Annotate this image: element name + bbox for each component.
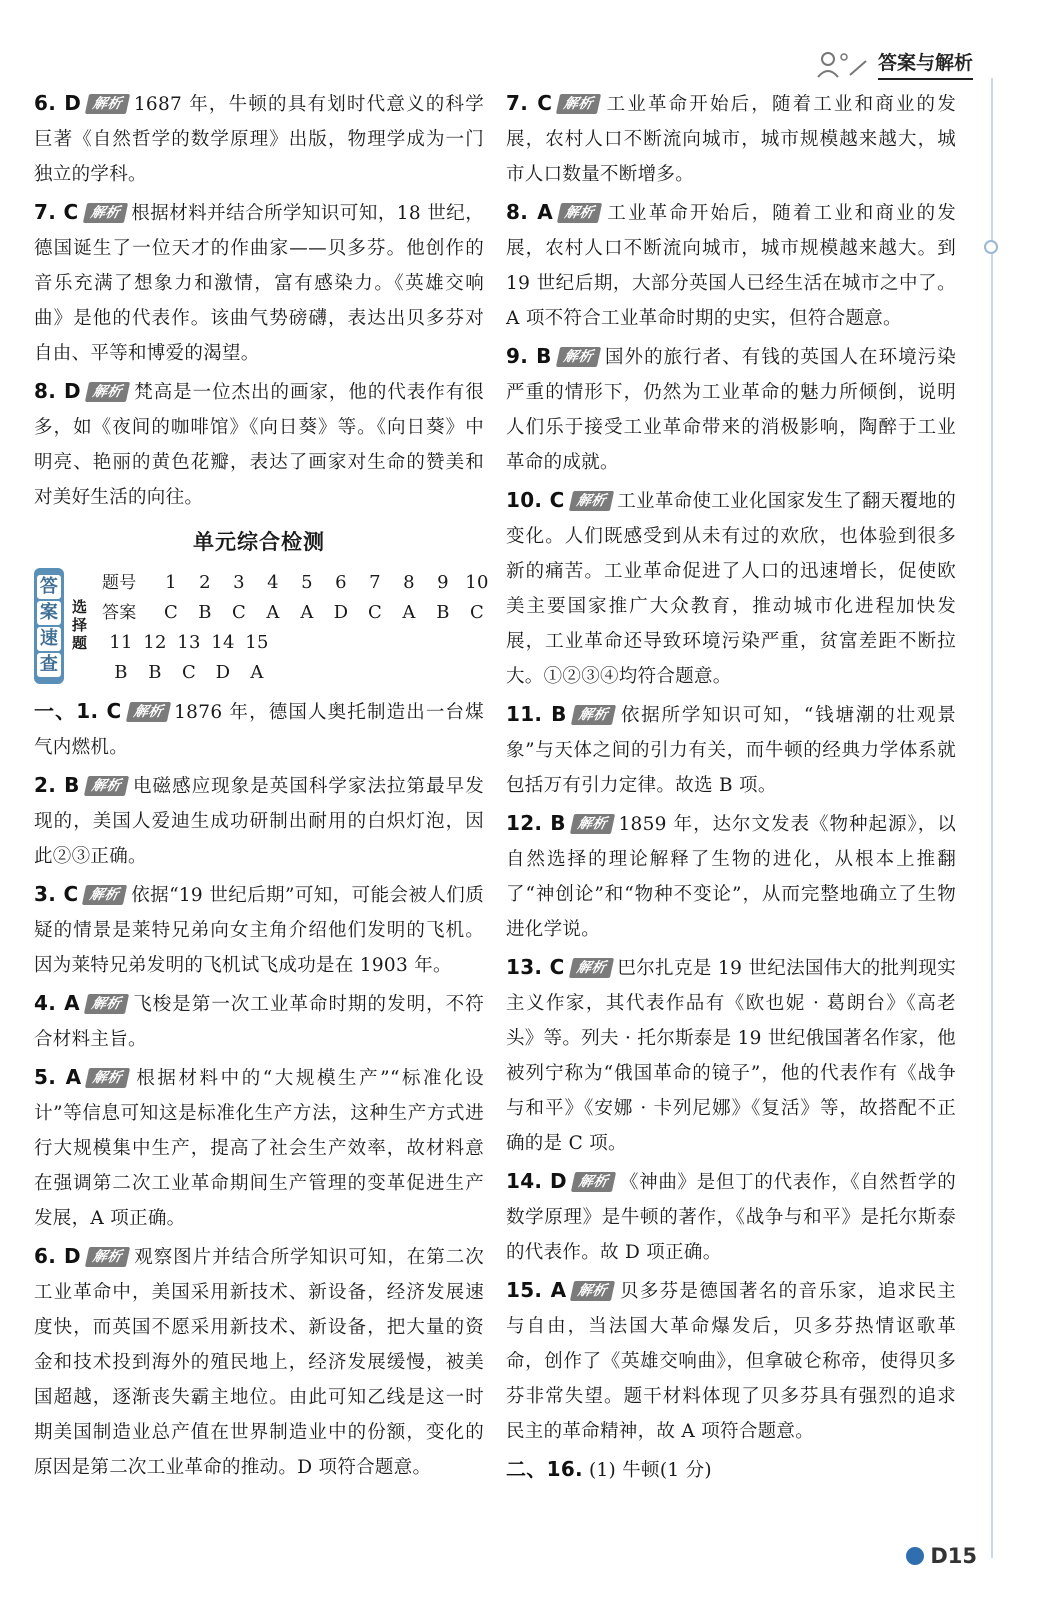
answer-label: 答案 xyxy=(102,603,137,623)
question-number-cell: 1 xyxy=(165,572,177,593)
answer-cell: B xyxy=(114,662,128,683)
question-number: 10. C xyxy=(506,488,565,512)
answer-text: (1) 牛顿(1 分) xyxy=(588,1460,712,1481)
page-number: D15 xyxy=(930,1544,977,1568)
answer-entry xyxy=(34,986,484,1057)
analysis-text: 《神曲》是但丁的代表作，《自然哲学的数学原理》是牛顿的著作，《战争与和平》是托尔斯泰的代表作。故 D 项正确。 xyxy=(506,1172,956,1263)
analysis-text: 国外的旅行者、有钱的英国人在环境污染严重的情形下，仍然为工业革命的魅力所倾倒，说明人们乐于接受工业革命带来的消极影响，陶醉于工业革命的成就。 xyxy=(506,347,957,473)
question-number-cell: 9 xyxy=(437,572,449,593)
analysis-tag: 解析 xyxy=(84,994,129,1014)
question-number: 4. A xyxy=(34,991,80,1015)
label-char: 查 xyxy=(37,653,61,677)
label-char: 速 xyxy=(37,627,61,651)
question-number: 7. C xyxy=(506,91,553,115)
answer-entry xyxy=(34,195,484,371)
margin-marker-icon xyxy=(984,240,998,254)
page-badge-icon xyxy=(906,1547,924,1565)
question-number-cell: 14 xyxy=(211,632,235,653)
analysis-tag: 解析 xyxy=(568,491,613,511)
question-number-cell: 6 xyxy=(335,572,347,593)
question-number-cell: 4 xyxy=(267,572,279,593)
answer-cell: C xyxy=(181,662,197,683)
answer-cell: A xyxy=(250,662,264,683)
answer-entry xyxy=(34,86,484,192)
analysis-tag: 解析 xyxy=(85,1247,130,1267)
answer-entry xyxy=(506,339,956,480)
analysis-tag: 解析 xyxy=(570,1281,615,1301)
right-column xyxy=(506,86,956,1491)
analysis-text: 工业革命开始后，随着工业和商业的发展，农村人口不断流向城市，城市规模越来越大。到 19 世纪后期，大部分英国人已经生活在城市之中了。A 项不符合工业革命时期的史实，但符合题意。 xyxy=(506,203,956,329)
analysis-tag: 解析 xyxy=(570,814,615,834)
question-number: 13. C xyxy=(506,955,565,979)
analysis-tag: 解析 xyxy=(85,1068,130,1088)
label-char: 答 xyxy=(37,575,61,599)
analysis-tag: 解析 xyxy=(557,203,602,223)
answer-entry xyxy=(34,1239,484,1485)
answer-entry xyxy=(34,374,484,515)
question-number-cell: 10 xyxy=(465,572,489,593)
label-char: 案 xyxy=(37,601,61,625)
analysis-text: 1687 年，牛顿的具有划时代意义的科学巨著《自然哲学的数学原理》出版，物理学成为一门独立的学科。 xyxy=(34,94,485,185)
answer-entry xyxy=(34,768,484,874)
left-bottom-entries xyxy=(34,694,484,1485)
answer-entry xyxy=(506,195,956,336)
question-number: 15. A xyxy=(506,1278,567,1302)
answer-entry xyxy=(506,86,956,192)
question-number: 6. D xyxy=(34,91,82,115)
answer-entry xyxy=(506,806,956,947)
question-number: 一、1. C xyxy=(34,699,122,723)
question-number: 8. A xyxy=(506,200,553,224)
answer-entry xyxy=(506,697,956,803)
answer-cell: C xyxy=(367,602,383,623)
answer-grid xyxy=(72,568,489,686)
analysis-text: 工业革命开始后，随着工业和商业的发展，农村人口不断流向城市，城市规模越来越大，城市人口数量不断增多。 xyxy=(506,94,956,185)
question-number-cell: 3 xyxy=(233,572,245,593)
choice-section-label: 选择题 xyxy=(72,598,88,652)
analysis-text: 电磁感应现象是英国科学家法拉第最早发现的，美国人爱迪生成功研制出耐用的白炽灯泡，因此②③正确。 xyxy=(34,776,485,867)
question-number-cell: 7 xyxy=(369,572,381,593)
analysis-tag: 解析 xyxy=(571,705,616,725)
question-number-cell: 11 xyxy=(109,632,133,653)
answer-cell: D xyxy=(215,662,231,683)
left-column xyxy=(34,86,489,1488)
analysis-tag: 解析 xyxy=(82,885,127,905)
right-entries xyxy=(506,86,956,1449)
answer-cell: D xyxy=(333,602,349,623)
header-title: 答案与解析 xyxy=(878,48,973,80)
question-number: 8. D xyxy=(34,379,81,403)
answer-cell: C xyxy=(163,602,179,623)
answer-quick-check-label xyxy=(34,568,64,684)
answer-cell: B xyxy=(436,602,450,623)
question-number-cell: 13 xyxy=(177,632,201,653)
question-number: 二、16. xyxy=(506,1457,583,1481)
analysis-text: 1876 年，德国人奥托制造出一台煤气内燃机。 xyxy=(34,702,484,758)
answer-entry xyxy=(506,1273,956,1449)
answer-entry xyxy=(34,694,484,765)
question-number: 11. B xyxy=(506,702,567,726)
question-number: 9. B xyxy=(506,344,552,368)
analysis-text: 贝多芬是德国著名的音乐家，追求民主与自由，当法国大革命爆发后，贝多芬热情讴歌革命，创作了《英雄交响曲》，但拿破仑称帝，使得贝多芬非常失望。题干材料体现了贝多芬具有强烈的追求民主的革命精神，故 A 项符合题意。 xyxy=(506,1281,957,1442)
question-number-cell: 15 xyxy=(245,632,269,653)
answer-entry xyxy=(506,483,956,694)
question-number: 14. D xyxy=(506,1169,567,1193)
answer-entry-16 xyxy=(506,1452,956,1488)
analysis-text: 梵高是一位杰出的画家，他的代表作有很多，如《夜间的咖啡馆》《向日葵》等。《向日葵》中明亮、艳丽的黄色花瓣，表达了画家对生命的赞美和对美好生活的向往。 xyxy=(34,382,484,508)
answer-cell: B xyxy=(148,662,162,683)
analysis-text: 依据“19 世纪后期”可知，可能会被人们质疑的情景是莱特兄弟向女主角介绍他们发明的飞机。因为莱特兄弟发明的飞机试飞成功是在 1903 年。 xyxy=(34,885,484,976)
answer-entry xyxy=(506,950,956,1161)
analysis-text: 根据材料并结合所学知识可知，18 世纪，德国诞生了一位天才的作曲家——贝多芬。他创作的音乐充满了想象力和激情，富有感染力。《英雄交响曲》是他的代表作。该曲气势磅礴，表达出贝多芬对自由、平等和博爱的渴望。 xyxy=(34,203,484,364)
question-number: 7. C xyxy=(34,200,79,224)
analysis-text: 飞梭是第一次工业革命时期的发明，不符合材料主旨。 xyxy=(34,994,485,1050)
question-number-label: 题号 xyxy=(102,573,137,593)
question-number-cell: 12 xyxy=(143,632,167,653)
margin-rule xyxy=(971,78,993,1558)
analysis-text: 1859 年，达尔文发表《物种起源》，以自然选择的理论解释了生物的进化，从根本上推翻了“神创论”和“物种不变论”，从而完整地确立了生物进化学说。 xyxy=(506,814,956,940)
question-number: 3. C xyxy=(34,882,79,906)
question-number-cell: 5 xyxy=(301,572,313,593)
analysis-text: 根据材料中的“大规模生产”“标准化设计”等信息可知这是标准化生产方法，这种生产方式进行大规模集中生产，提高了社会生产效率，故材料意在强调第二次工业革命期间生产管理的变革促进生产发展，A 项正确。 xyxy=(34,1068,484,1229)
left-top-entries xyxy=(34,86,484,515)
page-header xyxy=(814,48,973,80)
page-footer xyxy=(906,1544,977,1568)
answer-cell: C xyxy=(231,602,247,623)
answer-entry xyxy=(34,1060,484,1236)
analysis-tag: 解析 xyxy=(85,94,130,114)
analysis-tag: 解析 xyxy=(556,347,601,367)
question-number: 5. A xyxy=(34,1065,82,1089)
analysis-tag: 解析 xyxy=(571,1172,616,1192)
analysis-text: 巴尔扎克是 19 世纪法国伟大的批判现实主义作家，其代表作品有《欧也妮 · 葛朗台》《高老头》等。列夫 · 托尔斯泰是 19 世纪俄国著名作家，他被列宁称为“俄国革命的镜子”，他的代表作有《战争与和平》《安娜 · 卡列尼娜》《复活》等，故搭配不正确的是 C 项。 xyxy=(506,958,956,1154)
analysis-text: 依据所学知识可知，“钱塘潮的壮观景象”与天体之间的引力有关，而牛顿的经典力学体系就包括万有引力定律。故选 B 项。 xyxy=(506,705,957,796)
answer-quick-check xyxy=(34,568,489,686)
answer-entry xyxy=(506,1164,956,1270)
question-number: 12. B xyxy=(506,811,566,835)
people-logo-icon xyxy=(814,49,870,79)
analysis-text: 观察图片并结合所学知识可知，在第二次工业革命中，美国采用新技术、新设备，经济发展速度快，而英国不愿采用新技术、新设备，把大量的资金和技术投到海外的殖民地上，经济发展缓慢，被美国超越，逐渐丧失霸主地位。由此可知乙线是这一时期美国制造业总产值在世界制造业中的份额，变化的原因是第二次工业革命的推动。D 项符合题意。 xyxy=(34,1247,484,1478)
analysis-text: 工业革命使工业化国家发生了翻天覆地的变化。人们既感受到从未有过的欢欣，也体验到很多新的痛苦。工业革命促进了人口的迅速增长，促使欧美主要国家推广大众教育，推动城市化进程加快发展，工业革命还导致环境污染严重，贫富差距不断拉大。①②③④均符合题意。 xyxy=(506,491,956,687)
analysis-tag: 解析 xyxy=(125,702,170,722)
question-number-cell: 2 xyxy=(199,572,211,593)
analysis-tag: 解析 xyxy=(556,94,601,114)
question-number-cell: 8 xyxy=(403,572,415,593)
answer-cell: A xyxy=(266,602,280,623)
analysis-tag: 解析 xyxy=(569,958,614,978)
analysis-tag: 解析 xyxy=(84,776,129,796)
question-number: 2. B xyxy=(34,773,80,797)
analysis-tag: 解析 xyxy=(85,382,130,402)
answer-cell: A xyxy=(300,602,314,623)
analysis-tag: 解析 xyxy=(82,203,127,223)
answer-cell: B xyxy=(198,602,212,623)
answer-cell: A xyxy=(402,602,416,623)
answer-cell: C xyxy=(469,602,485,623)
section-title: 单元综合检测 xyxy=(193,530,325,554)
question-number: 6. D xyxy=(34,1244,81,1268)
answer-entry xyxy=(34,877,484,983)
